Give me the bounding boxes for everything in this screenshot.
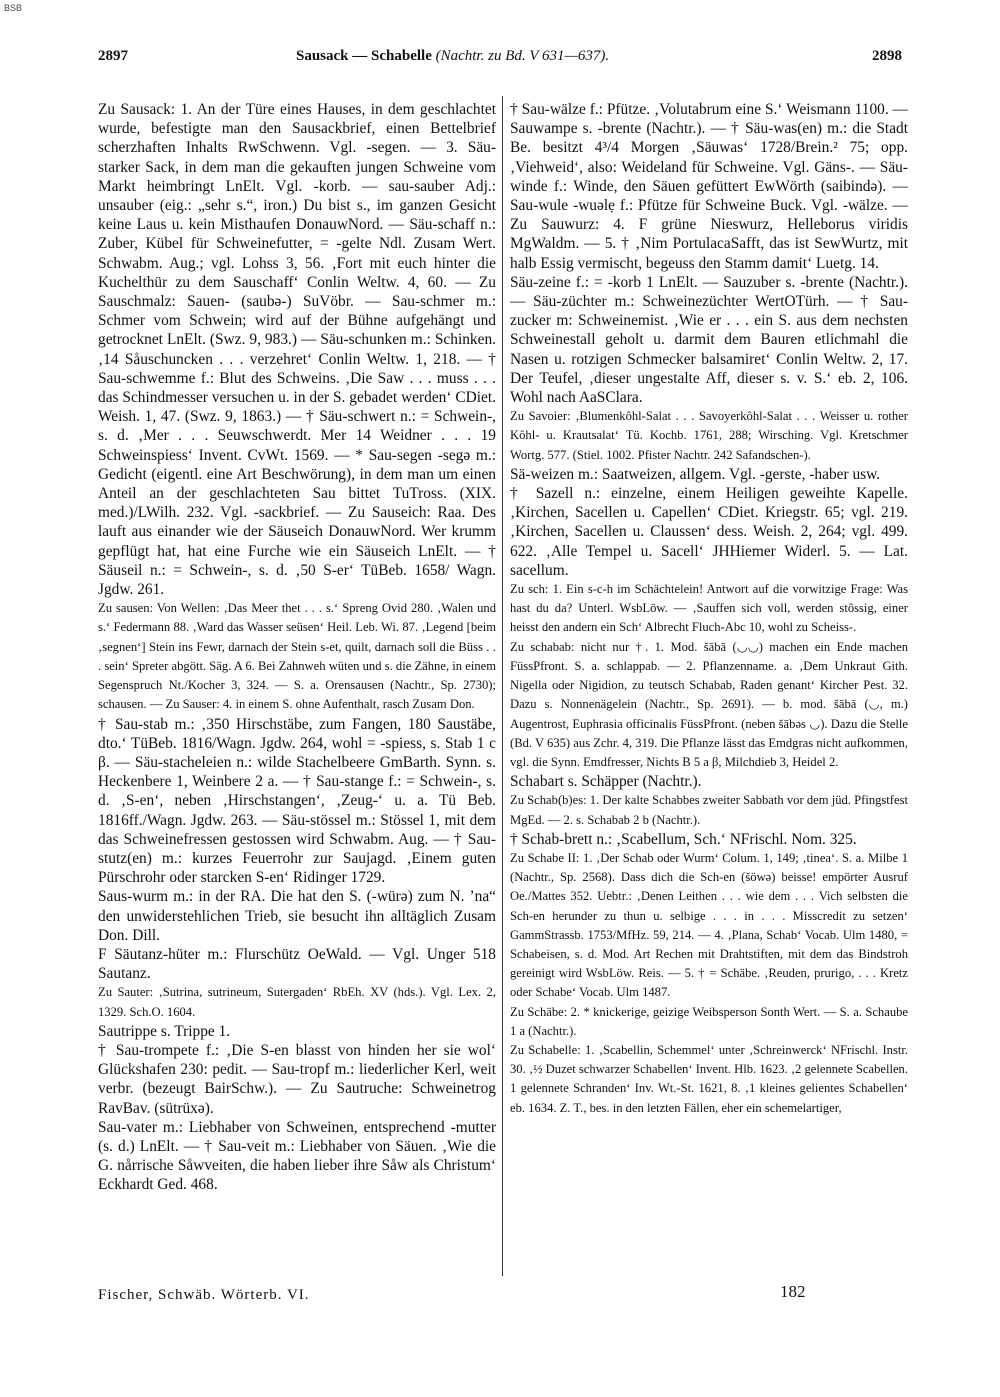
dictionary-entry: Zu Schabe II: 1. ‚Der Schab oder Wurm‘ Colum. 1, 149; ‚tinea‘. S. a. Milbe 1 (Nachtr., Sp. 2568). Dass dich die Sch-en (šöwə) beisse! empörter Ausruf Oe./Mattes 352. Uebtr.: ‚Denen Leithen . . . wie dem . . . Vich selbsten die Sch-en herunder zu thun u. selbige . . . in . . . Misscredit zu setzen‘ GammStrassb. 1753/MfHz. 59, 214. — 4. ‚Plana, Schab‘ Vocab. Ulm 1480, = Schabeisen, s. d. Mod. Art Rechen mit Drahtstiften, mit dem das Bindstroh gereinigt wird WsbLöw. Reis. — 5. † = Schäbe. ‚Reuden, prurigo, . . . Kretz oder Schabe‘ Vocab. Ulm 1487. bbox=[510, 850, 908, 1000]
dictionary-entry: Schabart s. Schäpper (Nachtr.). bbox=[510, 773, 702, 791]
dictionary-entry: Zu sausen: Von Wellen: ‚Das Meer thet . . . s.‘ Spreng Ovid 280. ‚Walen und s.‘ Federmann 88. ‚Ward das Wasser seüsen‘ Heil. Leb. Wi. 87. ‚Legend [beim ‚segnen‘] Stein ins Fewr, darnach der Stein s-et, quilt, darnach soll die Büss . . . sein‘ Spreter abgött. Säg. A 6. Bei Zahnweh wüten und s. die Zähne, in einem Segenspruch Nt./Kocher 3, 324. — S. a. Orensausen (Nachtr., Sp. 2730); schausen. — Zu Sauser: 4. in einem S. ohne Aufenthalt, rasch Zusam Don. bbox=[98, 601, 496, 712]
dictionary-entry: Zu Schab(b)es: 1. Der kalte Schabbes zweiter Sabbath vor dem jüd. Pfingstfest MgEd. — 2. s. Schabab 2 b (Nachtr.). bbox=[510, 793, 908, 827]
page-number-right: 2898 bbox=[872, 48, 902, 64]
running-head-note: (Nachtr. zu Bd. V 631—637). bbox=[435, 48, 610, 64]
dictionary-entry: Zu Sausack: 1. An der Türe eines Hauses, in dem geschlachtet wurde, befestigte man den Sausackbrief, einen Bettelbrief scherzhaften Inhalts RwSchwenn. Vgl. -segen. — 3. Säu- starker Sack, in dem man die gekauften jungen Schweine vom Markt heimbringt LnElt. Vgl. -korb. — sau-sauber Adj.: unsauber (eig.: „sehr s.“, iron.) Du bist s., im ganzen Gesicht keine Laus u. kein Misthaufen DonauwNord. — Säu-schaff n.: Zuber, Kübel für Schweinefutter, = -gelte Ndl. Zusam Wert. Schwabm. Aug.; vgl. Lohss 3, 56. ‚Fort mit euch hinter die Kuchelthür zu dem Sauschaff‘ Conlin Weltw. 4, 60. — Zu Sauschmalz: Sauen- (saubə-) SuVöbr. — Sau-schmer m.: Schmer vom Schwein; wird auf der Bühne aufgehängt und getrocknet LnElt. (Swz. 9, 983.) — Säu-schunken m.: Schinken. ‚14 Såuschuncken . . . verzehret‘ Conlin Weltw. 1, 218. — † Sau-schwemme f.: Blut des Schweins. ‚Die Saw . . . muss . . . das Schindmesser versuchen u. in der S. gebadet werden‘ CDiet. Weish. 1, 47. (Swz. 9, 1863.) — † Säu-schwert n.: = Schwein-, s. d. ‚Mer . . . Seuwschwerdt. Mer 14 Weidner . . . 19 Schweinspiess‘ Invent. CvWt. 1569. — * Sau-segen -segə m.: Gedicht (eigentl. eine Art Beschwörung), in dem man um einen Anteil an der geschlachteten Sau bittet TuTross. (XIX. med.)/LWilh. 232. Vgl. -sackbrief. — Zu Sauseich: Raa. Des lauft aus einander wie der Säuseich DonauwNord. Wer krumm gepflügt hat, hat eine Furche wie ein Säuseich LnElt. — † Säuseil n.: = Schwein-, s. d. ‚50 S-er‘ TüBeb. 1658/ Wagn. Jgdw. 261. bbox=[98, 101, 496, 599]
right-column bbox=[510, 100, 908, 1280]
dictionary-entry: Zu Savoier: ‚Blumenkôhl-Salat . . . Savoyerkôhl-Salat . . . Weisser u. rother Kôhl- u. Krautsalat‘ Tü. Kochb. 1761, 288; Wirsching. Vgl. Kretschmer Wortg. 577. (Stiel. 1002. Pfister Nachtr. 242 Safandschen-). bbox=[510, 409, 908, 462]
dictionary-entry: † Sau-stab m.: ‚350 Hirschstäbe, zum Fangen, 180 Saustäbe, dto.‘ TüBeb. 1816/Wagn. Jgdw. 264, wohl = -spiess, s. Stab 1 c β. — Säu-stacheleien n.: wilde Stachelbeere GmBarth. Synn. s. Heckenbere 1, Weinbere 2 a. — † Sau-stange f.: = Schwein-, s. d. ‚S-en‘, neben ‚Hirschstangen‘, ‚Zeug-‘ u. a. Tü Beb. 1816ff./Wagn. Jgdw. 263. — Säu-stössel m.: Stössel 1, mit dem das Schweinefressen gestossen wird Schwabm. Aug. — † Sau-stutz(en) m.: kurzes Feuerrohr zur Saujagd. ‚Einem guten Pürschrohr oder starcken S-en‘ Ridinger 1729. bbox=[98, 715, 496, 887]
dictionary-entry: Saus-wurm m.: in der RA. Die hat den S. (-würə) zum N. ’na“ den unwiderstehlichen Trieb, sie besucht ihn alltäglich Zusam Don. Dill. bbox=[98, 888, 496, 944]
running-head bbox=[296, 48, 609, 65]
dictionary-entry: Zu schabab: nicht nur †. 1. Mod. šābā (◡◡) machen ein Ende machen FüssPfront. S. a. schlappab. — 2. Pflanzenname. a. ‚Dem Unkraut Gith. Nigella oder Nigidion, zu teutsch Schabab, Raden genant‘ Kircher Pest. 32. Dazu s. Nonnenägelein (Nachtr., Sp. 2691). — b. mod. šābā (◡, m.) Augentrost, Euphrasia officinalis FüssPfront. (neben šābəs ◡). Dazu die Stelle (Bd. V 635) aus Zchr. 4, 319. Die Pflanze lässt das Emdgras nicht aufkommen, vgl. die Synn. Emdfresser, Nichts B 5 a β, Milchdieb 3, Heidel 2. bbox=[510, 639, 908, 769]
dictionary-entry: Säu-zeine f.: = -korb 1 LnElt. — Sauzuber s. -brente (Nachtr.). — Säu-züchter m.: Schweinezüchter WertOTürh. — † Sau-zucker m: Schweinemist. ‚Wie er . . . ein S. aus dem nechsten Schweinestall geholt u. darmit dem Bauren etlichmahl die Nasen u. rotzigen Schmecker balsamiret‘ Conlin Weltw. 2, 17. Der Teufel, ‚dieser ungestalte Aff, dieser s. v. S.‘ eb. 2, 106. Wohl nach AaSClara. bbox=[510, 273, 908, 407]
dictionary-entry: Sä-weizen m.: Saatweizen, allgem. Vgl. -gerste, -haber usw. bbox=[510, 465, 881, 483]
dictionary-entry: † Sazell n.: einzelne, einem Heiligen geweihte Kapelle. ‚Kirchen, Sacellen u. Capellen‘ CDiet. Kriegstr. 65; vgl. 219. ‚Kirchen, Sacellen u. Claussen‘ dess. Weish. 2, 264; vgl. 499. 622. ‚Alle Tempel u. Sacell‘ JHHiemer Widerl. 5. — Lat. sacellum. bbox=[510, 485, 908, 579]
dictionary-entry: † Schab-brett n.: ‚Scabellum, Sch.‘ NFrischl. Nom. 325. bbox=[510, 830, 857, 848]
dictionary-entry: † Sau-trompete f.: ‚Die S-en blasst von hinden her sie wol‘ Glückshafen 230: pedit. — Sau-tropf m.: liederlicher Kerl, weit verbr. (bezeugt BairSchw.). — Zu Sautruche: Schweinetrog RavBav. (sütrüxə). bbox=[98, 1041, 496, 1117]
dictionary-entry: Zu Schabelle: 1. ‚Scabellin, Schemmel‘ unter ‚Schreinwerck‘ NFrischl. Instr. 30. ‚½ Duzet schwarzer Schabellen‘ Invent. Hlb. 1623. ‚2 gelennete Scabellen. 1 gelennete Schranden‘ Inv. Wt.-St. 1621, 8. ‚1 kleines gelientes Schabellen‘ eb. 1634. Z. T., bes. in den letzten Fällen, eher ein schemelartiger, bbox=[510, 1042, 908, 1115]
dictionary-entry: † Sau-wälze f.: Pfütze. ‚Volutabrum eine S.‘ Weismann 1100. — Sauwampe s. -brente (Nachtr.). — † Säu-was(en) m.: die Stadt Be. besitzt 4³/4 Morgen ‚Säuwas‘ 1728/Brein.² 75; opp. ‚Viehweid‘, also: Weideland für Schweine. Vgl. Gäns-. — Säu-winde f.: Winde, den Säuen gefüttert EwWörth (saibində). — Sau-wule -wuəlẹ f.: Pfütze für Schweine Buck. Vgl. -wälze. — Zu Sauwurz: 4. F grüne Nieswurz, Helleborus viridis MgWaldm. — 5. † ‚Nim PortulacaSafft, das ist SewWurtz, mit halb Essig vermischt, begeuss den Stamm damit‘ Luetg. 14. bbox=[510, 101, 908, 272]
page-number-left: 2897 bbox=[98, 48, 128, 64]
dictionary-entry: Sautrippe s. Trippe 1. bbox=[98, 1022, 231, 1040]
dictionary-entry: Zu Schäbe: 2. * knickerige, geizige Weibsperson Sonth Wert. — S. a. Schaube 1 a (Nachtr.). bbox=[510, 1004, 908, 1038]
column-divider bbox=[502, 96, 503, 1276]
left-column bbox=[98, 100, 496, 1280]
dictionary-entry: F Säutanz-hüter m.: Flurschütz OeWald. — Vgl. Unger 518 Sautanz. bbox=[98, 945, 496, 983]
dictionary-entry: Sau-vater m.: Liebhaber von Schweinen, entsprechend -mutter (s. d.) LnElt. — † Sau-veit m.: Liebhaber von Säuen. ‚Wie die G. nårrische Såwveiten, die haben lieber ihre Såw als Christum‘ Eckhardt Ged. 468. bbox=[98, 1118, 496, 1194]
running-head-title: Sausack — Schabelle bbox=[296, 48, 432, 64]
library-stamp: BSB bbox=[4, 3, 23, 13]
footer-source: Fischer, Schwäb. Wörterb. VI. bbox=[98, 1287, 310, 1303]
page-header bbox=[0, 48, 1000, 72]
dictionary-entry: Zu sch: 1. Ein s-c-h im Schächtelein! Antwort auf die vorwitzige Frage: Was hast du da? Unterl. WsbLöw. — ‚Sauffen sich voll, werden stôssig, einer heisst den andern ein Sch‘ Albrecht Fluch-Abc 10, wohl zu Scheiss-. bbox=[510, 582, 908, 635]
dictionary-entry: Zu Sauter: ‚Sutrina, sutrineum, Sutergaden‘ RbEh. XV (hds.). Vgl. Lex. 2, 1329. Sch.O. 1604. bbox=[98, 985, 496, 1019]
footer-signature: 182 bbox=[780, 1282, 806, 1301]
